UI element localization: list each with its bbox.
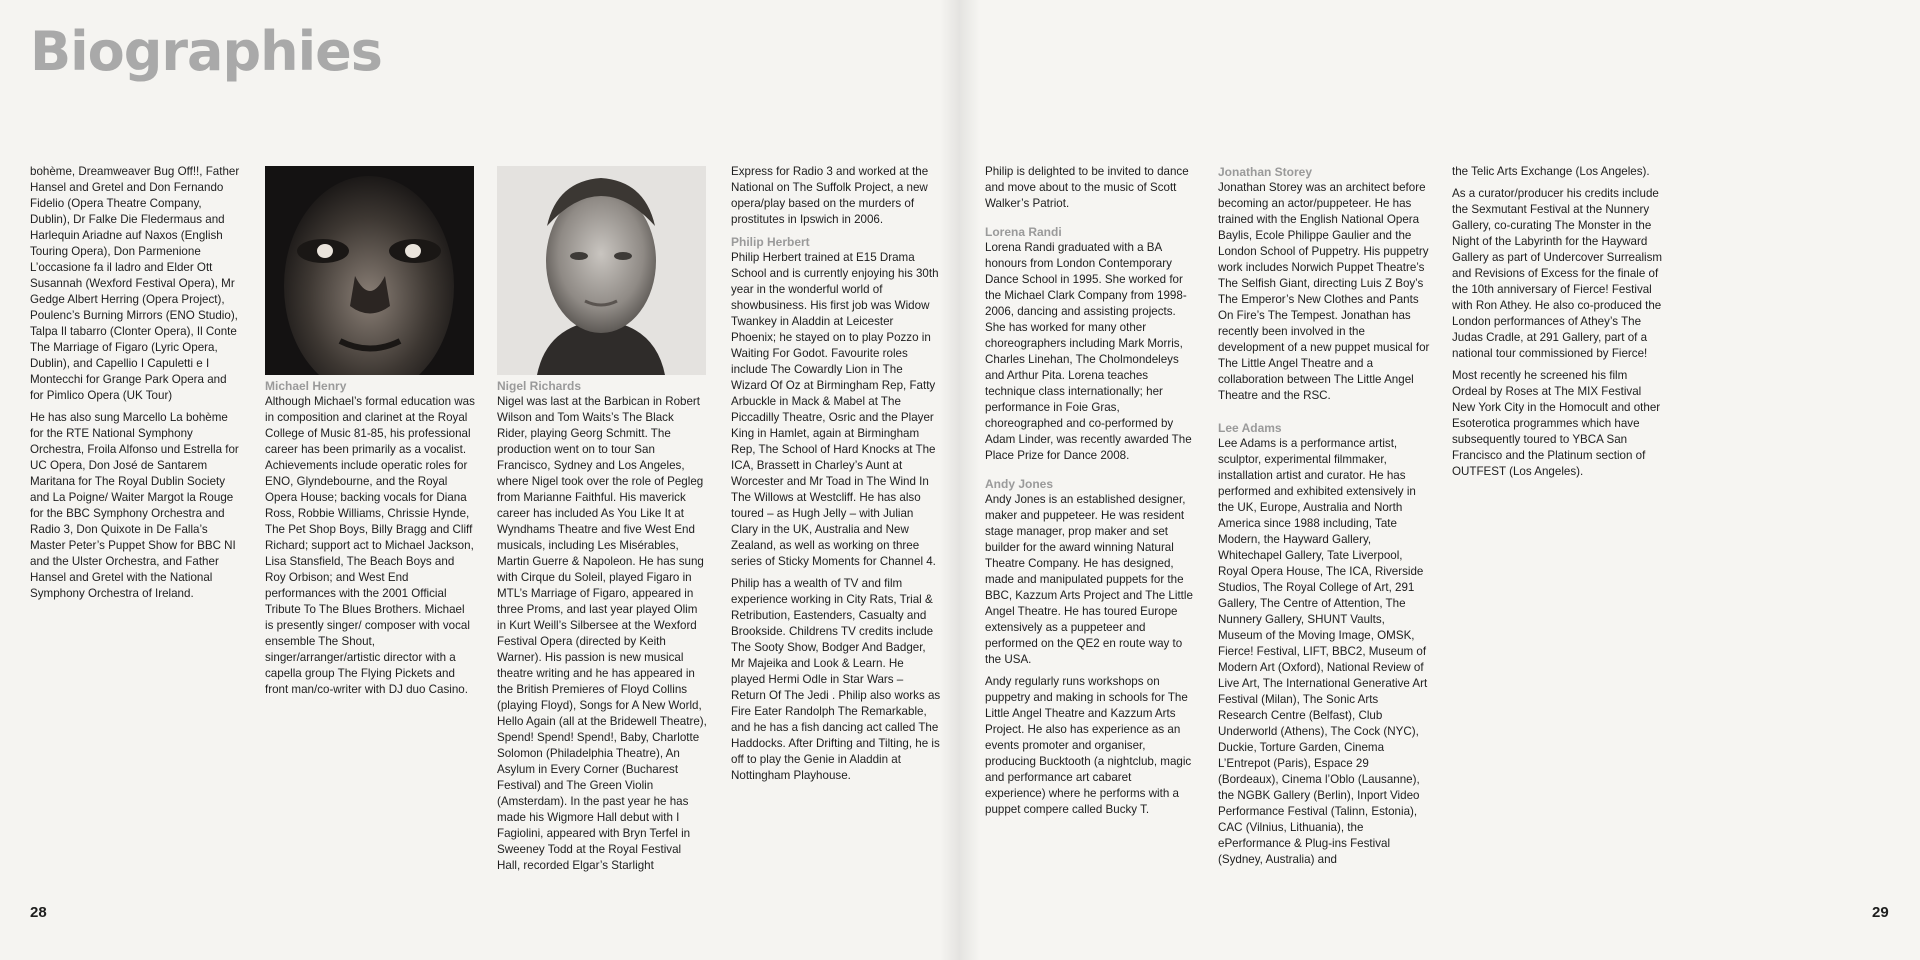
bio-name: Lorena Randi — [985, 225, 1062, 239]
bio-name: Michael Henry — [265, 379, 347, 393]
bio-column-1 — [30, 164, 240, 608]
nigel-richards-photo — [497, 166, 706, 375]
bio-paragraph: Express for Radio 3 and worked at the National on The Suffolk Project, a new opera/play based on the murders of prostitutes in Ipswich in 2006. — [731, 165, 929, 226]
bio-column-4 — [731, 164, 941, 790]
bio-paragraph: Andy regularly runs workshops on puppetry and making in schools for The Little Angel Theatre and Kazzum Arts Project. He also has experience as an events promoter and organiser, producing Bucktooth (a nightclub, magic and performance art cabaret experience) where he performs with a puppet compere called Bucky T. — [985, 675, 1192, 816]
bio-name: Andy Jones — [985, 477, 1054, 491]
bio-column-3 — [497, 378, 707, 880]
bio-column-7 — [1452, 164, 1664, 486]
page-title: Biographies — [30, 20, 382, 83]
bio-paragraph: Andy Jones is an established designer, maker and puppeteer. He was resident stage manager, prop maker and set builder for the award winning Natural Theatre Company. He has designed, made and manipulated puppets for the BBC, Kazzum Arts Project and The Little Angel Theatre. He has toured Europe extensively as a puppeteer and performed on the QE2 en route way to the USA. — [985, 493, 1193, 666]
bio-column-2 — [265, 378, 475, 704]
page-number-left: 28 — [30, 904, 47, 921]
bio-paragraph: bohème, Dreamweaver Bug Off!!, Father Hansel and Gretel and Don Fernando Fidelio (Opera Theatre Company, Dublin), Dr Falke Die Fledermaus and Harlequin Ariadne auf Naxos (English Touring Opera), Don Parmenione L’occasione fa il ladro and Elder Ott Susannah (Wexford Festival Opera), Mr Gedge Albert Herring (Opera Project), Poulenc’s Burning Mirrors (ENO Studio), Talpa Il tabarro (Clonter Opera), Il Conte The Marriage of Figaro (Lyric Opera, Dublin), and Capellio I Capuletti e I Montecchi for Grange Park Opera and for Pimlico Opera (UK Tour) — [30, 165, 240, 402]
michael-henry-photo — [265, 166, 474, 375]
bio-name: Lee Adams — [1218, 421, 1282, 435]
bio-paragraph: Lorena Randi graduated with a BA honours from London Contemporary Dance School in 1995. She worked for the Michael Clark Company from 1998-2006, dancing and assisting projects. She has worked for many other choreographers including Mark Morris, Charles Linehan, The Cholmondeleys and Arthur Pita. Lorena teaches technique class internationally; her performance in Foie Gras, choreographed and co-performed by Adam Linder, was recently awarded The Place Prize for Dance 2008. — [985, 241, 1192, 462]
bio-paragraph: Nigel was last at the Barbican in Robert Wilson and Tom Waits’s The Black Rider, playing Georg Schmitt. The production went on to tour San Francisco, Sydney and Los Angeles, where Nigel took over the role of Pegleg from Marianne Faithful. His maverick career has included As You Like It at Wyndhams Theatre and five West End musicals, including Les Misérables, Martin Guerre & Napoleon. He has sung with Cirque du Soleil, played Figaro in MTL’s Marriage of Figaro, appeared in three Proms, and last year played Olim in Kurt Weill’s Silbersee at the Wexford Festival Opera (directed by Keith Warner). His passion is new musical theatre writing and he has appeared in the British Premieres of Floyd Collins (playing Floyd), Songs for A New World, Hello Again (all at the Bridewell Theatre), Spend! Spend! Spend!, Baby, Charlotte Solomon (Philadelphia Theatre), An Asylum in Every Corner (Bucharest Festival) and The Green Violin (Amsterdam). In the past year he has made his Wigmore Hall debut with I Fagiolini, appeared with Bryn Terfel in Sweeney Todd at the Royal Festival Hall, recorded Elgar’s Starlight — [497, 395, 707, 872]
bio-paragraph: Most recently he screened his film Ordeal by Roses at The MIX Festival New York City in the Homocult and other Esoterotica programmes which have subsequently toured to YBCA San Francisco and the Platinum section of OUTFEST (Los Angeles). — [1452, 369, 1661, 478]
bio-name: Philip Herbert — [731, 235, 810, 249]
bio-paragraph: Philip is delighted to be invited to dance and move about to the music of Scott Walker’s Patriot. — [985, 165, 1189, 210]
page-gutter — [940, 0, 980, 960]
bio-paragraph: Jonathan Storey was an architect before becoming an actor/puppeteer. He has trained with the English National Opera Baylis, Ecole Philippe Gaulier and the London School of Puppetry. His puppetry work includes Norwich Puppet Theatre’s The Selfish Giant, directing Luis Z Boy’s The Emperor’s New Clothes and Pants On Fire’s The Tempest. Jonathan has recently been involved in the development of a new puppet musical for The Little Angel Theatre and a collaboration between The Little Angel Theatre and the RSC. — [1218, 181, 1430, 402]
page-number-right: 29 — [1872, 904, 1889, 921]
bio-paragraph: Although Michael’s formal education was in composition and clarinet at the Royal College of Music 81-85, his professional career has been primarily as a vocalist. Achievements include operatic roles for ENO, Glyndebourne, and the Royal Opera House; backing vocals for Diana Ross, Robbie Williams, Chrissie Hynde, The Pet Shop Boys, Billy Bragg and Cliff Richard; support act to Michael Jackson, Lisa Stansfield, The Beach Boys and Roy Orbison; and West End performances with the 2001 Official Tribute To The Blues Brothers. Michael is presently singer/ composer with vocal ensemble The Shout, singer/arranger/artistic director with a capella group The Flying Pickets and front man/co-writer with DJ duo Casino. — [265, 395, 475, 696]
bio-name: Jonathan Storey — [1218, 165, 1313, 179]
bio-paragraph: As a curator/producer his credits include the Sexmutant Festival at the Nunnery Gallery, co-curating The Monster in the Night of the Labyrinth for the Hayward Gallery as part of Undercover Surrealism and Revisions of Excess for the finale of the 10th anniversary of Fierce! Festival with Ron Athey. He also co-produced the London performances of Athey’s The Judas Cradle, at 291 Gallery, part of a national tour commissioned by Fierce! — [1452, 187, 1663, 360]
bio-paragraph: Philip Herbert trained at E15 Drama School and is currently enjoying his 30th year in the wonderful world of showbusiness. His first job was Widow Twankey in Aladdin at Leicester Phoenix; he stayed on to play Pozzo in Waiting For Godot. Favourite roles include The Cowardly Lion in The Wizard Of Oz at Birmingham Rep, Fatty Arbuckle in Mack & Mabel at The Piccadilly Theatre, Osric and the Player King in Hamlet, again at Birmingham Rep, The School of Hard Knocks at The ICA, Brassett in Charley’s Aunt at Worcester and Mr Toad in The Wind In The Willows at Westcliff. He has also toured – as Hugh Jelly – with Julian Clary in the UK, Australia and New Zealand, as well as working on three series of Sticky Moments for Channel 4. — [731, 251, 939, 568]
bio-name: Nigel Richards — [497, 379, 582, 393]
bio-paragraph: Philip has a wealth of TV and film experience working in City Rats, Trial & Retribution, Eastenders, Casualty and Brookside. Childrens TV credits include The Sooty Show, Bodger And Badger, Mr Majeika and Look & Learn. He played Hermi Odle in Star Wars – Return Of The Jedi . Philip also works as Fire Eater Randolph The Remarkable, and he has a fish dancing act called The Haddocks. After Drifting and Tilting, he is off to play the Genie in Aladdin at Nottingham Playhouse. — [731, 577, 941, 782]
bio-paragraph: Lee Adams is a performance artist, sculptor, experimental filmmaker, installation artist and curator. He has performed and exhibited extensively in the UK, Europe, Australia and North America since 1988 including, Tate Modern, the Hayward Gallery, Whitechapel Gallery, Tate Liverpool, Royal Opera House, The ICA, Riverside Studios, The Royal College of Art, 291 Gallery, The Centre of Attention, The Nunnery Gallery, SHUNT Vaults, Museum of the Moving Image, OMSK, Fierce! Festival, LIFT, BBC2, Museum of Modern Art (Oxford), National Review of Live Art, The International Generative Art Festival (Milan), The Sonic Arts Research Centre (Belfast), Club Underworld (Athens), The Cock (NYC), Duckie, Torture Garden, Cinema L’Entrepot (Paris), Espace 29 (Bordeaux), Cinema l’Oblo (Lausanne), the NGBK Gallery (Berlin), Inport Video Performance Festival (Talinn, Estonia), CAC (Vilnius, Lithuania), the ePerformance & Plug-ins Festival (Sydney, Australia) and — [1218, 437, 1428, 866]
bio-paragraph: the Telic Arts Exchange (Los Angeles). — [1452, 165, 1650, 178]
bio-column-5 — [985, 164, 1195, 824]
bio-column-6 — [1218, 164, 1430, 874]
bio-paragraph: He has also sung Marcello La bohème for the RTE National Symphony Orchestra, Froila Alfonso und Estrella for UC Opera, Don José de Santarem Maritana for The Royal Dublin Society and La Poigne/ Waiter Margot la Rouge for the BBC Symphony Orchestra and Radio 3, Don Quixote in De Falla’s Master Peter’s Puppet Show for BBC NI and the Ulster Orchestra, and Father Hansel and Gretel with the National Symphony Orchestra of Ireland. — [30, 411, 239, 600]
